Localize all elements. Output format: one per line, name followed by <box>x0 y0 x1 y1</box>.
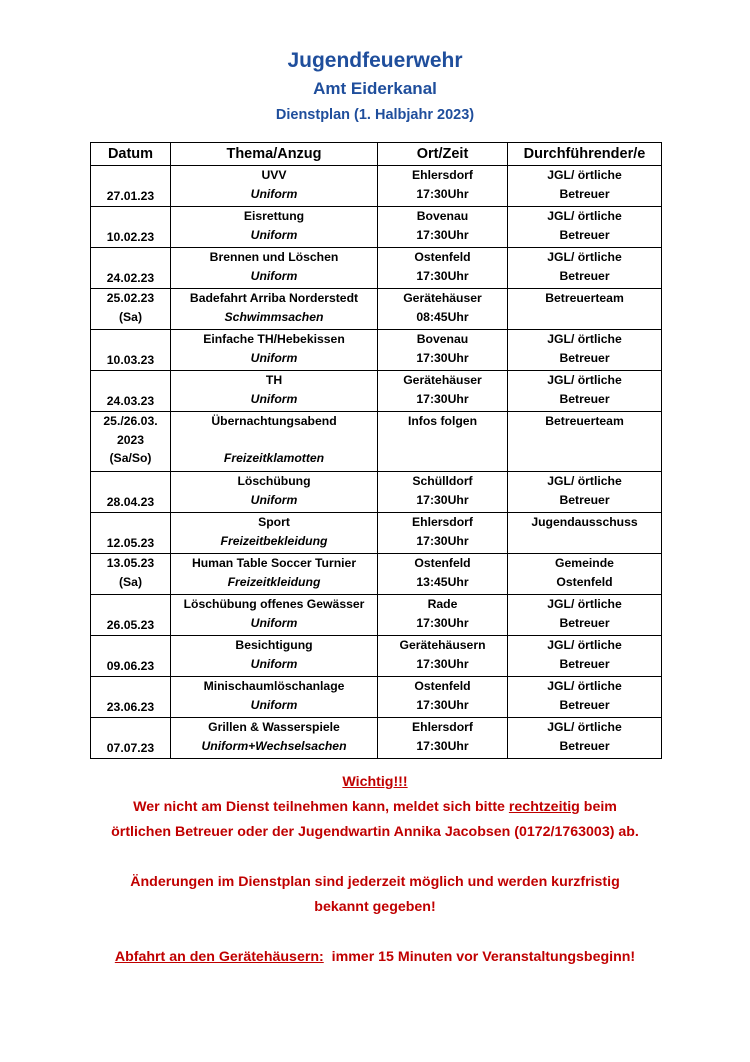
topic-cell <box>171 330 378 371</box>
column-header-lead: Durchführender/e <box>508 143 662 166</box>
attire-text: Uniform <box>250 268 298 283</box>
topic-cell <box>171 412 378 472</box>
topic-text: UVV <box>261 168 287 182</box>
table-row <box>91 371 662 412</box>
date-text: 26.05.23 <box>106 617 155 632</box>
place-time-cell <box>378 207 508 248</box>
lead-cell <box>508 677 662 718</box>
lead-cell <box>508 636 662 677</box>
place-text: Ostenfeld <box>414 679 471 693</box>
table-row <box>91 472 662 513</box>
place-time-cell <box>378 718 508 759</box>
attire-text: Uniform <box>250 186 298 201</box>
time-text: 13:45Uhr <box>416 574 469 589</box>
date-cell <box>91 554 171 595</box>
date-text: 25./26.03. <box>103 414 158 428</box>
date-text: 24.03.23 <box>106 393 155 408</box>
table-row <box>91 636 662 677</box>
topic-cell <box>171 207 378 248</box>
table-row <box>91 677 662 718</box>
topic-cell <box>171 289 378 330</box>
page-subtitle: Amt Eiderkanal <box>313 79 437 98</box>
date-text: 23.06.23 <box>106 699 155 714</box>
notes-line-1-start: Wer nicht am Dienst teilnehmen kann, meldet sich bitte <box>133 799 509 815</box>
place-text: Gerätehäusern <box>399 638 486 652</box>
topic-text: Löschübung <box>237 474 311 488</box>
topic-cell <box>171 472 378 513</box>
column-header-topic: Thema/Anzug <box>171 143 378 166</box>
topic-text: Übernachtungsabend <box>211 414 337 428</box>
table-row <box>91 207 662 248</box>
attire-text: Uniform <box>250 615 298 630</box>
place-time-cell <box>378 554 508 595</box>
attire-text: Uniform <box>250 656 298 671</box>
place-text: Gerätehäuser <box>403 291 482 305</box>
lead-text: Gemeinde <box>555 556 614 570</box>
time-text: 17:30Uhr <box>416 492 469 507</box>
lead-cell <box>508 330 662 371</box>
lead-text: Betreuer <box>559 738 610 753</box>
date-cell <box>91 472 171 513</box>
date-text: (Sa) <box>118 574 143 589</box>
date-cell <box>91 289 171 330</box>
date-cell <box>91 371 171 412</box>
place-time-cell <box>378 371 508 412</box>
lead-text: Betreuerteam <box>545 414 624 428</box>
departure-note <box>0 945 750 970</box>
date-cell <box>91 166 171 207</box>
attire-text: Freizeitkleidung <box>227 574 321 589</box>
attire-text: Uniform <box>250 492 298 507</box>
lead-text: JGL/ örtliche <box>547 332 622 346</box>
time-text: 17:30Uhr <box>416 615 469 630</box>
lead-text: Betreuer <box>559 391 610 406</box>
place-time-cell <box>378 677 508 718</box>
lead-cell <box>508 248 662 289</box>
date-text: 25.02.23 <box>106 291 155 305</box>
attire-text: Uniform <box>250 350 298 365</box>
place-text: Ostenfeld <box>414 556 471 570</box>
topic-text: Eisrettung <box>243 209 305 223</box>
lead-text: JGL/ örtliche <box>547 474 622 488</box>
topic-text: Besichtigung <box>235 638 313 652</box>
time-text: 17:30Uhr <box>416 533 469 548</box>
date-cell <box>91 677 171 718</box>
topic-text: Badefahrt Arriba Norderstedt <box>189 291 359 305</box>
attire-text: Uniform <box>250 697 298 712</box>
lead-cell <box>508 554 662 595</box>
date-text: (Sa/So) <box>109 451 152 465</box>
notes-line-1-emphasis: rechtzeitig <box>508 799 580 815</box>
schedule-table <box>90 142 662 759</box>
notes-line-1 <box>0 795 750 820</box>
important-heading: Wichtig!!! <box>342 774 408 790</box>
date-text: 13.05.23 <box>106 556 155 570</box>
notes-line-3: Änderungen im Dienstplan sind jederzeit möglich und werden kurzfristig <box>130 874 620 890</box>
place-time-cell <box>378 166 508 207</box>
place-text: Ehlersdorf <box>412 515 473 529</box>
lead-text: JGL/ örtliche <box>547 597 622 611</box>
date-text: 10.03.23 <box>106 352 155 367</box>
table-row <box>91 289 662 330</box>
date-text: 09.06.23 <box>106 658 155 673</box>
place-time-cell <box>378 472 508 513</box>
place-time-cell <box>378 412 508 472</box>
table-row <box>91 595 662 636</box>
topic-cell <box>171 513 378 554</box>
lead-cell <box>508 718 662 759</box>
document-header <box>0 46 750 128</box>
topic-cell <box>171 554 378 595</box>
topic-text: Minischaumlöschanlage <box>203 679 345 693</box>
topic-cell <box>171 248 378 289</box>
table-row <box>91 166 662 207</box>
lead-text: Betreuer <box>559 492 610 507</box>
date-text: (Sa) <box>118 309 143 324</box>
table-row <box>91 330 662 371</box>
place-text: Bovenau <box>416 209 469 223</box>
date-cell <box>91 330 171 371</box>
lead-text: JGL/ örtliche <box>547 373 622 387</box>
page-title: Jugendfeuerwehr <box>287 49 463 72</box>
lead-cell <box>508 166 662 207</box>
lead-text: Betreuerteam <box>545 291 624 305</box>
table-row <box>91 513 662 554</box>
attire-text: Uniform+Wechselsachen <box>201 738 347 753</box>
topic-cell <box>171 595 378 636</box>
date-cell <box>91 412 171 472</box>
lead-text: Betreuer <box>559 350 610 365</box>
place-text: Ehlersdorf <box>412 720 473 734</box>
table-row <box>91 248 662 289</box>
lead-cell <box>508 595 662 636</box>
lead-text: Betreuer <box>559 615 610 630</box>
topic-text: Brennen und Löschen <box>209 250 339 264</box>
lead-text: JGL/ örtliche <box>547 638 622 652</box>
column-header-date: Datum <box>91 143 171 166</box>
place-time-cell <box>378 636 508 677</box>
time-text: 08:45Uhr <box>416 309 469 324</box>
place-text: Schülldorf <box>412 474 473 488</box>
departure-label: Abfahrt an den Gerätehäusern: <box>114 949 324 965</box>
lead-cell <box>508 472 662 513</box>
notes-line-1-end: beim <box>579 799 617 815</box>
place-text: Ostenfeld <box>414 250 471 264</box>
date-cell <box>91 636 171 677</box>
date-text: 28.04.23 <box>106 494 155 509</box>
attire-text: Uniform <box>250 391 298 406</box>
lead-text: Betreuer <box>559 656 610 671</box>
lead-text: Betreuer <box>559 697 610 712</box>
topic-text: Sport <box>258 515 290 529</box>
date-cell <box>91 513 171 554</box>
place-time-cell <box>378 330 508 371</box>
date-cell <box>91 718 171 759</box>
place-text: Rade <box>427 597 458 611</box>
date-cell <box>91 207 171 248</box>
topic-cell <box>171 677 378 718</box>
place-time-cell <box>378 248 508 289</box>
place-text: Gerätehäuser <box>403 373 482 387</box>
attire-text: Schwimmsachen <box>224 309 324 324</box>
date-cell <box>91 595 171 636</box>
notes-line-4: bekannt gegeben! <box>314 899 436 915</box>
notes-section <box>0 770 750 970</box>
topic-cell <box>171 636 378 677</box>
departure-text: immer 15 Minuten vor Veranstaltungsbeginn! <box>323 949 636 965</box>
attire-text: Freizeitbekleidung <box>220 533 328 548</box>
lead-text: Betreuer <box>559 268 610 283</box>
attire-text: Uniform <box>250 227 298 242</box>
column-header-place: Ort/Zeit <box>378 143 508 166</box>
topic-text: Grillen & Wasserspiele <box>208 720 340 734</box>
time-text: 17:30Uhr <box>416 697 469 712</box>
place-time-cell <box>378 595 508 636</box>
time-text: 17:30Uhr <box>416 186 469 201</box>
date-text: 07.07.23 <box>106 740 155 755</box>
time-text: 17:30Uhr <box>416 227 469 242</box>
lead-text: Betreuer <box>559 227 610 242</box>
topic-text: TH <box>265 373 283 387</box>
date-text: 27.01.23 <box>106 188 155 203</box>
place-text: Bovenau <box>416 332 469 346</box>
topic-text: Löschübung offenes Gewässer <box>183 597 365 611</box>
lead-text: JGL/ örtliche <box>547 679 622 693</box>
lead-text: JGL/ örtliche <box>547 250 622 264</box>
schedule-table-body <box>91 166 662 759</box>
place-time-cell <box>378 289 508 330</box>
lead-text: JGL/ örtliche <box>547 209 622 223</box>
attire-text: Freizeitklamotten <box>223 450 325 465</box>
topic-cell <box>171 718 378 759</box>
lead-text: Ostenfeld <box>556 574 613 589</box>
lead-cell <box>508 412 662 472</box>
table-header-row <box>91 143 662 166</box>
lead-cell <box>508 289 662 330</box>
time-text: 17:30Uhr <box>416 738 469 753</box>
table-row <box>91 718 662 759</box>
topic-cell <box>171 371 378 412</box>
date-text: 2023 <box>116 432 145 447</box>
topic-text: Einfache TH/Hebekissen <box>203 332 345 346</box>
time-text: 17:30Uhr <box>416 391 469 406</box>
place-time-cell <box>378 513 508 554</box>
topic-cell <box>171 166 378 207</box>
plan-title: Dienstplan (1. Halbjahr 2023) <box>275 107 475 123</box>
time-text: 17:30Uhr <box>416 350 469 365</box>
lead-text: Betreuer <box>559 186 610 201</box>
table-row <box>91 554 662 595</box>
table-row <box>91 412 662 472</box>
place-text: Ehlersdorf <box>412 168 473 182</box>
place-text: Infos folgen <box>407 414 478 428</box>
time-text: 17:30Uhr <box>416 656 469 671</box>
time-text: 17:30Uhr <box>416 268 469 283</box>
date-text: 24.02.23 <box>106 270 155 285</box>
notes-line-2: örtlichen Betreuer oder der Jugendwartin Annika Jacobsen (0172/1763003) ab. <box>111 824 639 840</box>
lead-cell <box>508 207 662 248</box>
date-text: 10.02.23 <box>106 229 155 244</box>
topic-text: Human Table Soccer Turnier <box>191 556 357 570</box>
date-text: 12.05.23 <box>106 535 155 550</box>
lead-cell <box>508 513 662 554</box>
lead-text: Jugendausschuss <box>531 515 638 529</box>
lead-cell <box>508 371 662 412</box>
date-cell <box>91 248 171 289</box>
lead-text: JGL/ örtliche <box>547 168 622 182</box>
lead-text: JGL/ örtliche <box>547 720 622 734</box>
